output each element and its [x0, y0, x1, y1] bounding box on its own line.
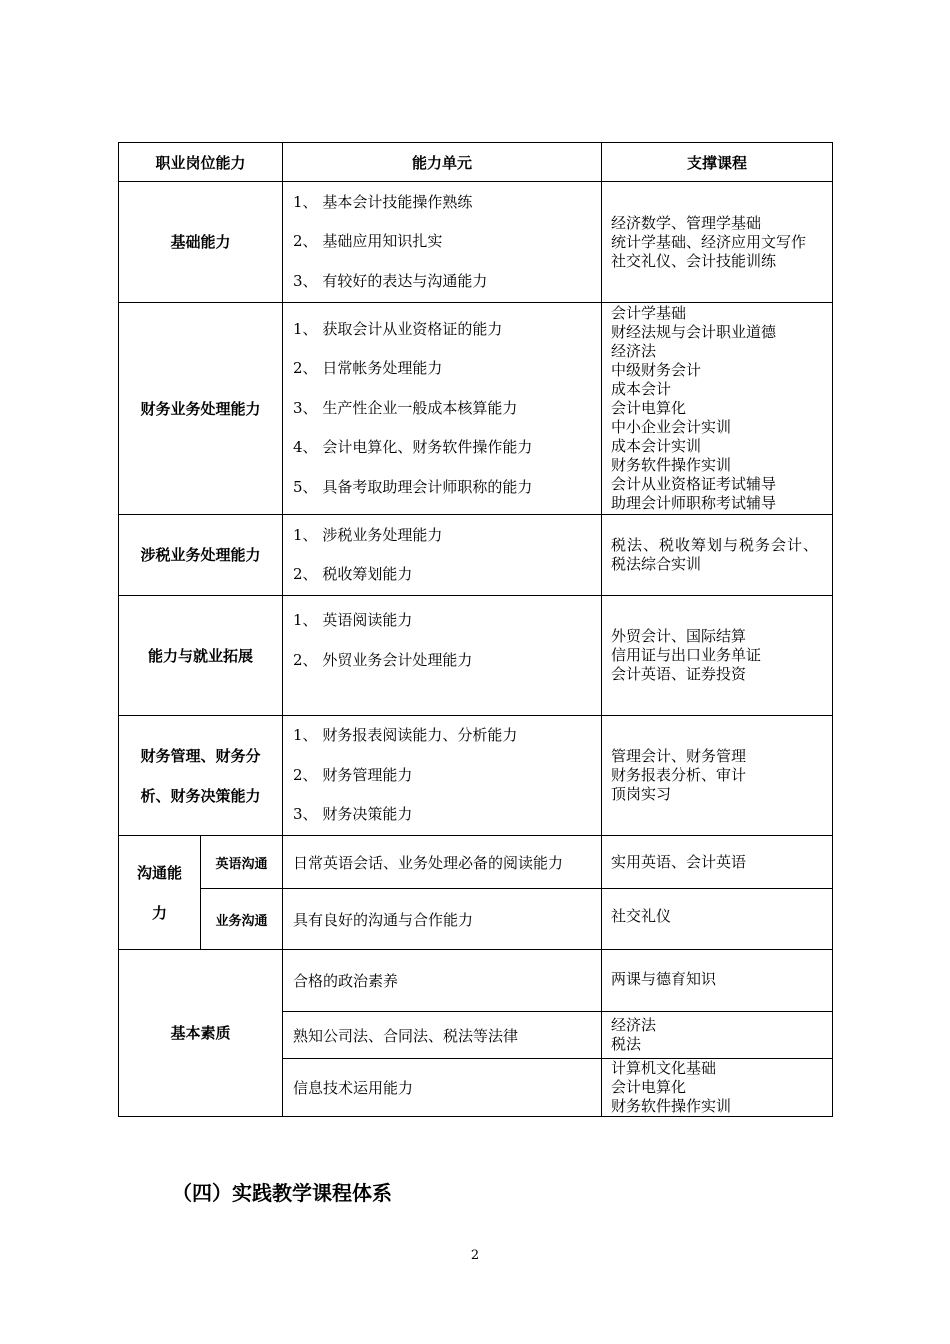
unit-quality: 熟知公司法、合同法、税法等法律	[283, 1012, 602, 1059]
course-item: 成本会计实训	[611, 437, 702, 455]
courses-quality	[602, 1059, 833, 1117]
unit-item: 2、 财务管理能力	[293, 765, 413, 784]
course-item: 财务软件操作实训	[611, 456, 732, 474]
course-item: 税法综合实训	[611, 555, 702, 573]
header-units: 能力单元	[283, 143, 602, 182]
courses-basic	[602, 182, 833, 303]
unit-item: 3、 有较好的表达与沟通能力	[293, 271, 488, 290]
courses-quality	[602, 950, 833, 1012]
course-item: 外贸会计、国际结算	[611, 627, 747, 645]
course-item: 经济数学、管理学基础	[611, 213, 762, 232]
course-item: 经济法	[611, 1016, 657, 1034]
page-number: 2	[470, 1248, 480, 1263]
header-position: 职业岗位能力	[119, 143, 283, 182]
course-item: 信用证与出口业务单证	[611, 646, 762, 664]
ability-course-table	[118, 142, 833, 1117]
courses-management	[602, 716, 833, 836]
course-item: 统计学基础、经济应用文写作	[611, 232, 807, 251]
position-quality: 基本素质	[119, 950, 283, 1117]
course-item: 两课与德育知识	[611, 970, 717, 988]
row-management	[119, 716, 833, 836]
position-basic: 基础能力	[119, 182, 283, 303]
unit-item: 1、 获取会计从业资格证的能力	[293, 319, 503, 338]
course-item: 经济法	[611, 342, 657, 360]
position-line: 析、财务决策能力	[140, 786, 261, 805]
position-line: 力	[151, 903, 167, 922]
course-item: 中小企业会计实训	[611, 418, 732, 436]
sub-business-communication: 业务沟通	[201, 889, 283, 950]
units-management	[283, 716, 602, 836]
courses-english-communication	[602, 836, 833, 889]
course-item: 税法、税收筹划与税务会计、	[611, 536, 820, 554]
sub-english-communication: 英语沟通	[201, 836, 283, 889]
position-management	[119, 716, 283, 836]
units-basic	[283, 182, 602, 303]
course-item: 计算机文化基础	[611, 1059, 717, 1077]
unit-item: 3、 生产性企业一般成本核算能力	[293, 398, 518, 417]
course-item: 会计从业资格证考试辅导	[611, 475, 777, 493]
course-item: 顶岗实习	[611, 785, 672, 803]
unit-english-communication: 日常英语会话、业务处理必备的阅读能力	[283, 836, 602, 889]
courses-finance-ops	[602, 303, 833, 515]
course-item: 社交礼仪	[611, 907, 672, 925]
courses-expansion	[602, 596, 833, 716]
row-communication-english	[119, 836, 833, 889]
course-item: 社交礼仪、会计技能训练	[611, 251, 777, 270]
course-item: 财务报表分析、审计	[611, 766, 747, 784]
courses-tax-ops	[602, 515, 833, 596]
unit-quality: 信息技术运用能力	[283, 1059, 602, 1117]
course-item: 中级财务会计	[611, 361, 702, 379]
unit-item: 2、 外贸业务会计处理能力	[293, 650, 473, 669]
unit-item: 2、 基础应用知识扎实	[293, 232, 443, 251]
unit-item: 4、 会计电算化、财务软件操作能力	[293, 438, 533, 457]
course-item: 会计英语、证券投资	[611, 665, 747, 683]
unit-item: 2、 日常帐务处理能力	[293, 359, 443, 378]
unit-item: 3、 财务决策能力	[293, 805, 413, 824]
course-item: 财务软件操作实训	[611, 1097, 732, 1115]
row-finance-ops	[119, 303, 833, 515]
unit-item: 2、 税收筹划能力	[293, 565, 413, 583]
unit-business-communication: 具有良好的沟通与合作能力	[283, 889, 602, 950]
course-item: 成本会计	[611, 380, 672, 398]
unit-quality: 合格的政治素养	[283, 950, 602, 1012]
section-title: （四）实践教学课程体系	[172, 1181, 392, 1205]
position-line: 财务管理、财务分	[140, 746, 261, 765]
course-item: 实用英语、会计英语	[611, 852, 747, 871]
course-item: 助理会计师职称考试辅导	[611, 494, 777, 512]
position-communication	[119, 836, 201, 950]
header-courses: 支撑课程	[602, 143, 833, 182]
course-item: 会计电算化	[611, 1078, 687, 1096]
row-communication-business	[119, 889, 833, 950]
unit-item: 5、 具备考取助理会计师职称的能力	[293, 477, 533, 496]
unit-item: 1、 英语阅读能力	[293, 611, 413, 629]
position-tax-ops: 涉税业务处理能力	[119, 515, 283, 596]
units-finance-ops	[283, 303, 602, 515]
row-tax-ops	[119, 515, 833, 596]
unit-item: 1、 基本会计技能操作熟练	[293, 192, 473, 211]
courses-quality	[602, 1012, 833, 1059]
course-item: 会计电算化	[611, 399, 687, 417]
row-quality-1	[119, 950, 833, 1012]
units-tax-ops	[283, 515, 602, 596]
course-item: 税法	[611, 1035, 642, 1053]
courses-business-communication	[602, 889, 833, 950]
course-item: 会计学基础	[611, 304, 687, 322]
units-expansion	[283, 596, 602, 716]
position-finance-ops: 财务业务处理能力	[119, 303, 283, 515]
course-item: 管理会计、财务管理	[611, 747, 747, 765]
row-expansion	[119, 596, 833, 716]
unit-item: 1、 财务报表阅读能力、分析能力	[293, 726, 518, 745]
unit-item: 1、 涉税业务处理能力	[293, 525, 443, 544]
course-item: 财经法规与会计职业道德	[611, 323, 777, 341]
row-basic	[119, 182, 833, 303]
header-row	[119, 143, 833, 182]
position-expansion: 能力与就业拓展	[119, 596, 283, 716]
position-line: 沟通能	[136, 863, 182, 882]
